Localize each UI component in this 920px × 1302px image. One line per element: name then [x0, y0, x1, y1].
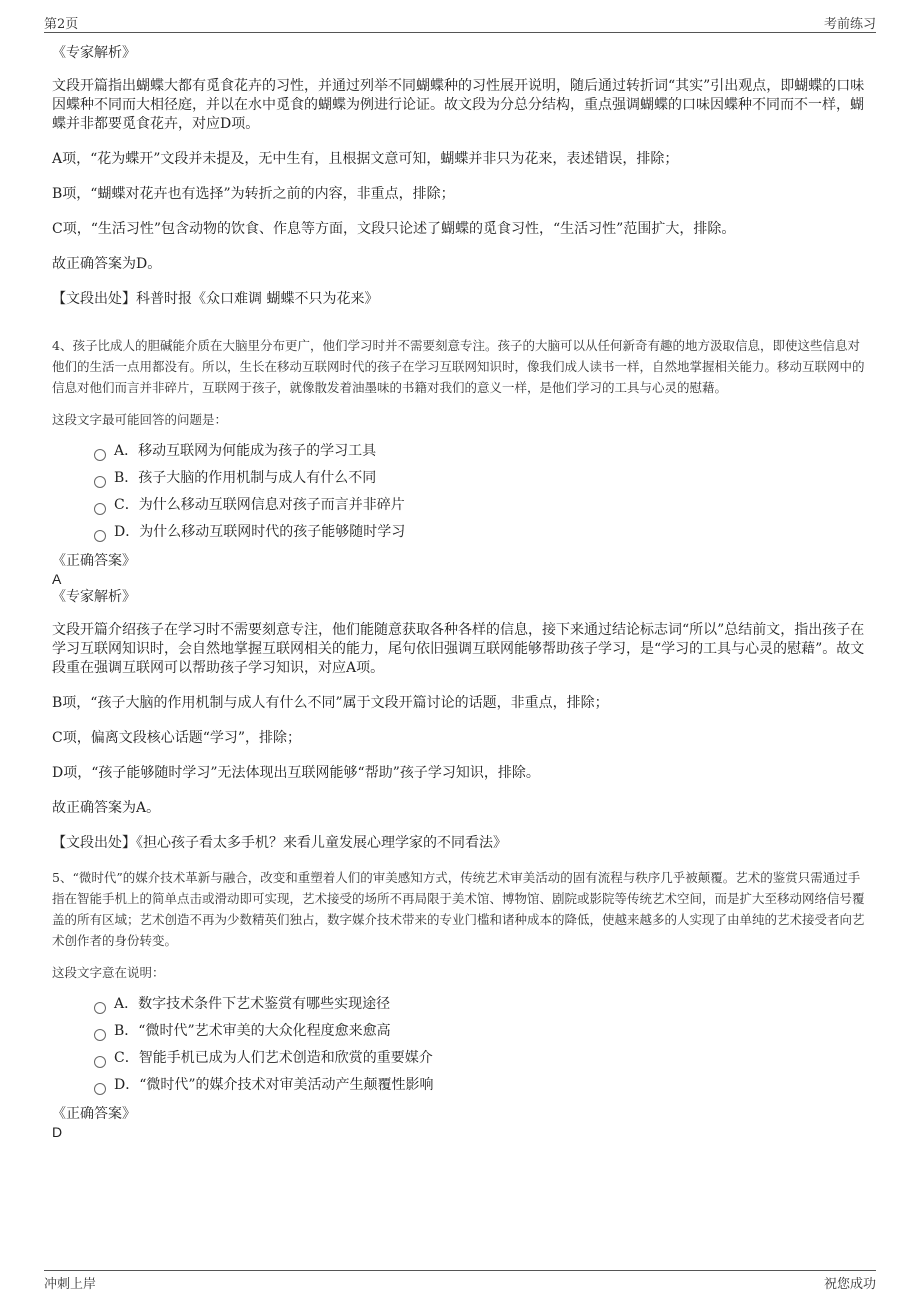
radio-icon[interactable] [94, 530, 106, 542]
option-a[interactable]: A．移动互联网为何能成为孩子的学习工具 [94, 438, 868, 465]
analysis-conclusion: 故正确答案为A。 [52, 800, 161, 816]
question-4-options [52, 438, 868, 546]
radio-icon[interactable] [94, 1056, 106, 1068]
question-5-prompt: 这段文字意在说明： [52, 965, 165, 980]
radio-icon[interactable] [94, 449, 106, 461]
footer-right-text: 祝您成功 [823, 1277, 876, 1292]
analysis-point-c: C项，“生活习性”包含动物的饮食、作息等方面，文段只论述了蝴蝶的觅食习性，“生活习性”范围扩大，排除。 [52, 221, 736, 237]
footer-left-text: 冲刺上岸 [44, 1277, 97, 1292]
answer-title: 《正确答案》 [52, 553, 136, 569]
analysis-title: 《专家解析》 [52, 45, 136, 61]
option-c[interactable]: C．智能手机已成为人们艺术创造和欣赏的重要媒介 [94, 1045, 868, 1072]
option-b[interactable]: B．孩子大脑的作用机制与成人有什么不同 [94, 465, 868, 492]
radio-icon[interactable] [94, 1029, 106, 1041]
answer-value: D [52, 1124, 63, 1140]
option-c[interactable]: C．为什么移动互联网信息对孩子而言并非碎片 [94, 492, 868, 519]
document-body [52, 44, 868, 1141]
option-d[interactable]: D．为什么移动互联网时代的孩子能够随时学习 [94, 519, 868, 546]
question-5-options [52, 991, 868, 1099]
radio-icon[interactable] [94, 503, 106, 515]
radio-icon[interactable] [94, 1002, 106, 1014]
option-d[interactable]: D．“微时代”的媒介技术对审美活动产生颠覆性影响 [94, 1072, 868, 1099]
option-a[interactable]: A．数字技术条件下艺术鉴赏有哪些实现途径 [94, 991, 868, 1018]
analysis-point-b: B项，“蝴蝶对花卉也有选择”为转折之前的内容，非重点，排除； [52, 186, 455, 202]
option-b[interactable]: B．“微时代”艺术审美的大众化程度愈来愈高 [94, 1018, 868, 1045]
question-4-prompt: 这段文字最可能回答的问题是： [52, 412, 228, 427]
question-5-text: 5、“微时代”的媒介技术革新与融合，改变和重塑着人们的审美感知方式，传统艺术审美活动的固有流程与秩序几乎被颠覆。艺术的鉴赏只需通过手指在智能手机上的简单点击或滑动即可实现，艺术接受的场所不再局限于美术馆、博物馆、剧院或影院等传统艺术空间，而是扩大至移动网络信号覆盖的所有区域；艺术创造不再为少数精英们独占，数字媒介技术带来的专业门槛和诸种成本的降低，使越来越多的人实现了由单纯的艺术接受者向艺术创作者的身份转变。 [52, 870, 865, 948]
analysis-point-b: B项，“孩子大脑的作用机制与成人有什么不同”属于文段开篇讨论的话题，非重点，排除； [52, 695, 609, 711]
radio-icon[interactable] [94, 1083, 106, 1095]
analysis-title: 《专家解析》 [52, 589, 136, 605]
source-citation: 【文段出处】科普时报《众口难调 蝴蝶不只为花来》 [52, 291, 379, 307]
answer-title: 《正确答案》 [52, 1106, 136, 1122]
analysis-text: 文段开篇指出蝴蝶大都有觅食花卉的习性，并通过列举不同蝴蝶种的习性展开说明，随后通过转折词“其实”引出观点，即蝴蝶的口味因蝶种不同而大相径庭，并以在水中觅食的蝴蝶为例进行论证。故文段为分总分结构，重点强调蝴蝶的口味因蝶种不同而不一样，蝴蝶并非都要觅食花卉，对应D项。 [52, 78, 865, 132]
analysis-point-a: A项，“花为蝶开”文段并未提及，无中生有，且根据文意可知，蝴蝶并非只为花来，表述错误，排除； [52, 151, 679, 167]
header-title: 考前练习 [823, 17, 876, 32]
analysis-conclusion: 故正确答案为D。 [52, 256, 162, 272]
question-4-text: 4、孩子比成人的胆碱能介质在大脑里分布更广，他们学习时并不需要刻意专注。孩子的大脑可以从任何新奇有趣的地方汲取信息，即使这些信息对他们的生活一点用都没有。所以，生长在移动互联网时代的孩子在学习互联网知识时，像我们成人读书一样，自然地掌握相关能力。移动互联网中的信息对他们而言并非碎片，互联网于孩子，就像散发着油墨味的书籍对我们的意义一样，是他们学习的工具与心灵的慰藉。 [52, 338, 865, 395]
radio-icon[interactable] [94, 476, 106, 488]
answer-value: A [52, 571, 62, 587]
analysis-text: 文段开篇介绍孩子在学习时不需要刻意专注，他们能随意获取各种各样的信息，接下来通过结论标志词“所以”总结前文，指出孩子在学习互联网知识时，会自然地掌握互联网相关的能力，尾句依旧强调互联网能够帮助孩子学习，是“学习的工具与心灵的慰藉”。故文段重在强调互联网可以帮助孩子学习知识，对应A项。 [52, 622, 865, 676]
page-header [44, 10, 876, 33]
analysis-point-d: D项，“孩子能够随时学习”无法体现出互联网能够“帮助”孩子学习知识，排除。 [52, 765, 540, 781]
page-footer [44, 1270, 876, 1295]
analysis-point-c: C项，偏离文段核心话题“学习”，排除； [52, 730, 302, 746]
source-citation: 【文段出处】《担心孩子看太多手机？来看儿童发展心理学家的不同看法》 [52, 835, 507, 851]
page-number: 第2页 [44, 17, 79, 32]
